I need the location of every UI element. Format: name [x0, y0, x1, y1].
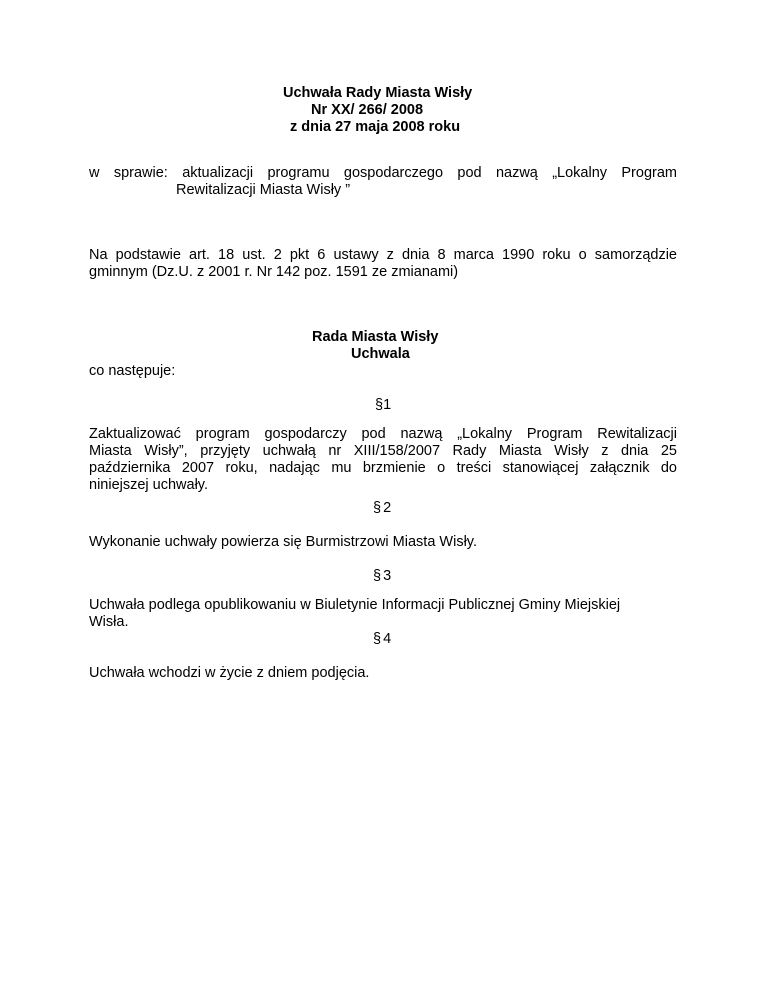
section-2-line: Wykonanie uchwały powierza się Burmistrzowi Miasta Wisły. — [89, 534, 477, 550]
section-3-mark: §3 — [373, 568, 394, 584]
council-action: Uchwala — [351, 346, 410, 362]
section-4-line: Uchwała wchodzi w życie z dniem podjęcia. — [89, 665, 370, 681]
legal-basis-line-2: gminnym (Dz.U. z 2001 r. Nr 142 poz. 1591 ze zmianami) — [89, 264, 459, 280]
section-1-line: niniejszej uchwały. — [89, 477, 209, 493]
section-1-mark: §1 — [375, 397, 392, 413]
council-intro: co następuje: — [89, 363, 176, 379]
section-3-line: Uchwała podlega opublikowaniu w Biuletynie Informacji Publicznej Gminy Miejskiej — [89, 597, 621, 613]
subject-line-1 — [89, 165, 677, 182]
section-4-mark: §4 — [373, 631, 394, 647]
section-1-line: Miasta Wisły”, przyjęty uchwałą nr XIII/158/2007 Rady Miasta Wisły z dnia 25 — [89, 443, 677, 459]
section-3-line: Wisła. — [89, 614, 129, 630]
subject-text-1: aktualizacji programu gospodarczego pod nazwą „Lokalny Program — [182, 165, 677, 181]
section-2-mark: §2 — [373, 500, 394, 516]
section-1-line: października 2007 roku, nadając mu brzmienie o treści stanowiącej załącznik do — [89, 460, 677, 476]
resolution-number: Nr XX/ 266/ 2008 — [311, 102, 424, 118]
section-1-line: Zaktualizować program gospodarczy pod nazwą „Lokalny Program Rewitalizacji — [89, 426, 677, 442]
resolution-date: z dnia 27 maja 2008 roku — [290, 119, 461, 135]
subject-label: w sprawie: — [89, 165, 168, 181]
resolution-title: Uchwała Rady Miasta Wisły — [283, 85, 473, 101]
council-name: Rada Miasta Wisły — [312, 329, 439, 345]
subject-line-2: Rewitalizacji Miasta Wisły ” — [176, 182, 351, 198]
legal-basis-line-1: Na podstawie art. 18 ust. 2 pkt 6 ustawy z dnia 8 marca 1990 roku o samorządzie — [89, 247, 677, 263]
